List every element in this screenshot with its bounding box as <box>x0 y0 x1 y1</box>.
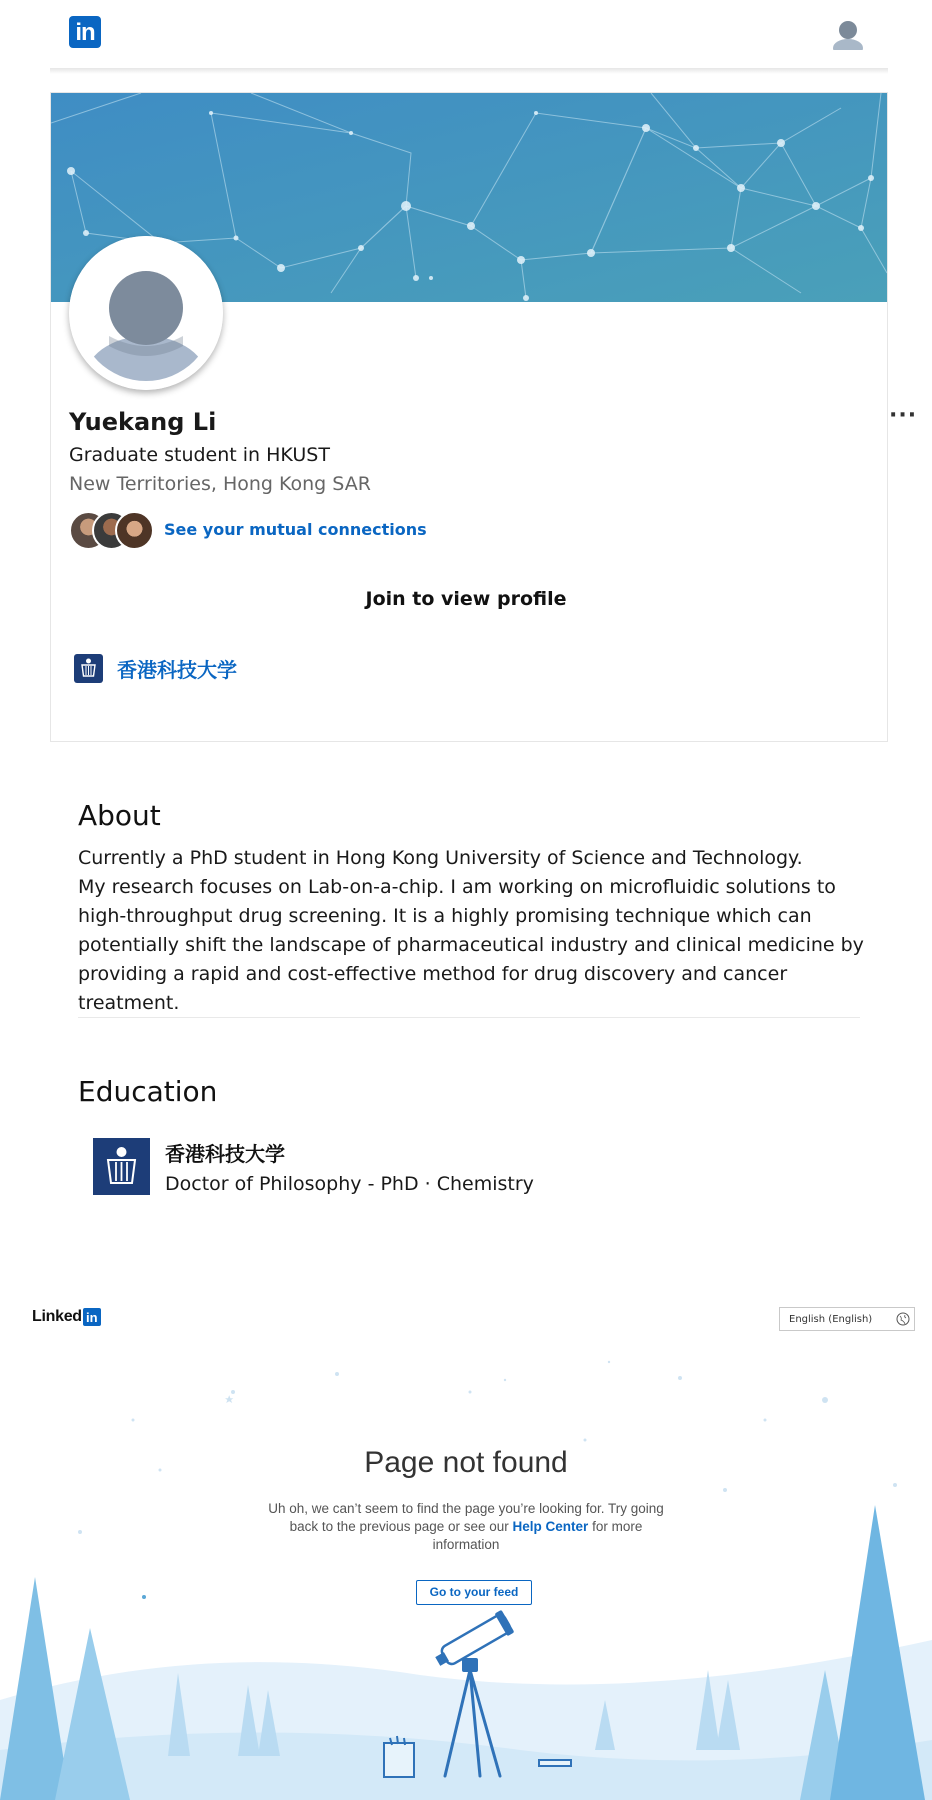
school-link[interactable]: 香港科技大学 <box>117 658 237 682</box>
help-center-link[interactable]: Help Center <box>512 1519 589 1534</box>
linkedin-wordmark[interactable] <box>32 1308 101 1326</box>
profile-photo <box>69 236 223 390</box>
hkust-logo-icon <box>93 1138 150 1195</box>
profile-name: Yuekang Li <box>69 408 217 436</box>
top-nav <box>0 0 932 68</box>
linkedin-in-icon: in <box>83 1308 101 1326</box>
mutual-connections[interactable] <box>69 510 427 548</box>
user-avatar-icon[interactable] <box>832 18 864 50</box>
not-found-message-text: for more information <box>432 1519 643 1552</box>
language-selector[interactable] <box>779 1307 915 1331</box>
linkedin-logo-icon[interactable]: in <box>69 16 101 48</box>
nav-shadow <box>50 68 888 74</box>
about-heading: About <box>78 799 161 832</box>
about-line: My research focuses on Lab-on-a-chip. I am working on microfluidic solutions to high-throughput drug screening. It is a highly promising technique which can potentially shift the landscape of pharmaceutical industry and clinical medicine by providing a rapid and cost-effective method for drug discovery and cancer treatment. <box>78 876 864 1014</box>
education-heading: Education <box>78 1075 218 1108</box>
linkedin-wordmark-text: Linked <box>32 1308 82 1325</box>
about-line: Currently a PhD student in Hong Kong University of Science and Technology. <box>78 847 803 869</box>
education-item[interactable] <box>93 1138 534 1195</box>
education-school[interactable]: 香港科技大学 <box>165 1142 285 1166</box>
about-text <box>78 844 868 1018</box>
profile-headline: Graduate student in HKUST <box>69 444 330 466</box>
default-avatar-icon <box>69 236 223 390</box>
education-degree: Doctor of Philosophy - PhD · Chemistry <box>165 1173 534 1195</box>
not-found-illustration <box>0 1340 932 1800</box>
join-to-view-profile-button[interactable]: Join to view profile <box>365 588 567 610</box>
current-school[interactable] <box>74 654 237 683</box>
go-to-your-feed-button[interactable]: Go to your feed <box>416 1580 532 1605</box>
language-label: English (English) <box>789 1313 873 1325</box>
profile-location: New Territories, Hong Kong SAR <box>69 473 371 495</box>
connection-avatar <box>115 511 154 550</box>
hkust-logo-icon <box>74 654 103 683</box>
see-mutual-connections-link[interactable]: See your mutual connections <box>164 519 427 539</box>
page-not-found-message <box>256 1500 676 1554</box>
mutual-connection-avatars <box>69 510 153 548</box>
globe-icon <box>896 1312 910 1326</box>
page-not-found-title: Page not found <box>364 1446 568 1479</box>
section-divider <box>78 1017 860 1018</box>
not-found-message-text: Uh oh, we can’t seem to find the page you’re looking for. Try going back to the previous page or see our <box>268 1501 664 1534</box>
more-options-button[interactable]: ··· <box>889 403 918 428</box>
